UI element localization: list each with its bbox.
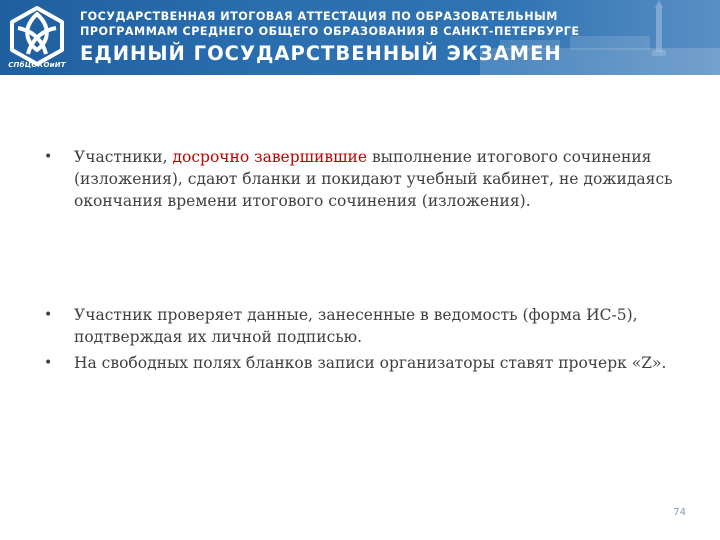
bullet-2-text: Участник проверяет данные, занесенные в ведомость (форма ИС-5), подтверждая их личной подписью. bbox=[74, 306, 638, 346]
bullet-3-text: На свободных полях бланков записи организаторы ставят прочерк «Z». bbox=[74, 354, 667, 372]
bullet-list-1 bbox=[44, 146, 674, 216]
bullet-icon: • bbox=[44, 307, 53, 323]
header-line-2: ПРОГРАММАМ СРЕДНЕГО ОБЩЕГО ОБРАЗОВАНИЯ В САНКТ-ПЕТЕРБУРГЕ bbox=[80, 25, 580, 38]
logo-caption: СПбЦОКОиИТ bbox=[8, 61, 66, 69]
header-title: ЕДИНЫЙ ГОСУДАРСТВЕННЫЙ ЭКЗАМЕН bbox=[80, 42, 562, 65]
bullet-item-1 bbox=[44, 146, 674, 212]
bullet-icon: • bbox=[44, 149, 53, 165]
bullet-1-highlight: досрочно завершившие bbox=[172, 148, 368, 166]
header-line-1: ГОСУДАРСТВЕННАЯ ИТОГОВАЯ АТТЕСТАЦИЯ ПО ОБРАЗОВАТЕЛЬНЫМ bbox=[80, 10, 558, 23]
page-number: 74 bbox=[673, 507, 686, 518]
header-banner bbox=[0, 0, 720, 75]
bullet-list-2 bbox=[44, 304, 674, 378]
bullet-1-text-after: выполнение итогового сочинения (изложения), сдают бланки и покидают учебный кабинет, не дожидаясь окончания времени итогового сочинения (изложения). bbox=[74, 148, 673, 210]
bullet-item-2 bbox=[44, 304, 674, 348]
bullet-item-3 bbox=[44, 352, 674, 374]
bullet-icon: • bbox=[44, 355, 53, 371]
bullet-1-text-before: Участники, bbox=[74, 148, 173, 166]
